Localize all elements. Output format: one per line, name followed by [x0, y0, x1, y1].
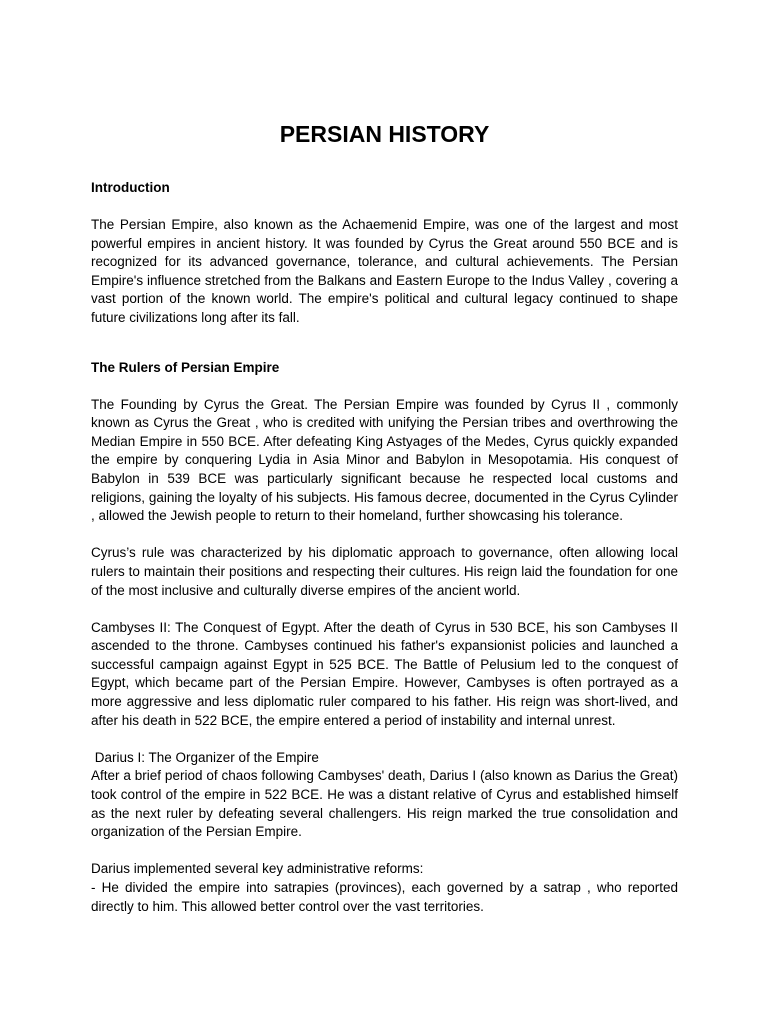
cyrus-rule-paragraph: Cyrus’s rule was characterized by his diplomatic approach to governance, often allowing local rulers to maintain their positions and respecting their cultures. His reign laid the foundation for one of the most inclusive and culturally diverse empires of the ancient world. [91, 545, 678, 598]
reforms-intro: Darius implemented several key administrative reforms: [91, 861, 424, 877]
cambyses-paragraph: Cambyses II: The Conquest of Egypt. After the death of Cyrus in 530 BCE, his son Cambyses II ascended to the throne. Cambyses continued his father's expansionist policies and launched a successful campaign against Egypt in 525 BCE. The Battle of Pelusium led to the conquest of Egypt, which became part of the Persian Empire. However, Cambyses is often portrayed as a more aggressive and less diplomatic ruler compared to his father. His reign was short-lived, and after his death in 522 BCE, the empire entered a period of instability and internal unrest. [91, 619, 678, 728]
darius-subheading: Darius I: The Organizer of the Empire [91, 749, 319, 765]
section-heading-introduction: Introduction [91, 180, 170, 195]
page-title: PERSIAN HISTORY [279, 121, 490, 147]
cyrus-founding-paragraph: The Founding by Cyrus the Great. The Persian Empire was founded by Cyrus II , commonly known as Cyrus the Great , who is credited with unifying the Persian tribes and overthrowing the Median Empire in 550 BCE. After defeating King Astyages of the Medes, Cyrus quickly expanded the empire by conquering Lydia in Asia Minor and Babylon in Mesopotamia. His conquest of Babylon in 539 BCE was particularly significant because he respected local customs and religions, gaining the loyalty of his subjects. His famous decree, documented in the Cyrus Cylinder , allowed the Jewish people to return to their homeland, further showcasing his tolerance. [91, 396, 678, 524]
darius-paragraph: After a brief period of chaos following Cambyses' death, Darius I (also known as Darius the Great) took control of the empire in 522 BCE. He was a distant relative of Cyrus and established himself as the next ruler by defeating several challengers. His reign marked the true consolidation and organization of the Persian Empire. [91, 768, 678, 840]
reforms-block [91, 860, 678, 916]
section-heading-rulers: The Rulers of Persian Empire [91, 359, 280, 375]
reforms-list-item: - He divided the empire into satrapies (provinces), each governed by a satrap , who reported directly to him. This allowed better control over the vast territories. [91, 880, 678, 914]
introduction-paragraph: The Persian Empire, also known as the Achaemenid Empire, was one of the largest and most powerful empires in ancient history. It was founded by Cyrus the Great around 550 BCE and is recognized for its advanced governance, tolerance, and cultural achievements. The Persian Empire's influence stretched from the Balkans and Eastern Europe to the Indus Valley , covering a vast portion of the known world. The empire's political and cultural legacy continued to shape future civilizations long after its fall. [91, 217, 678, 325]
document-page [91, 0, 678, 916]
darius-block [91, 749, 678, 842]
